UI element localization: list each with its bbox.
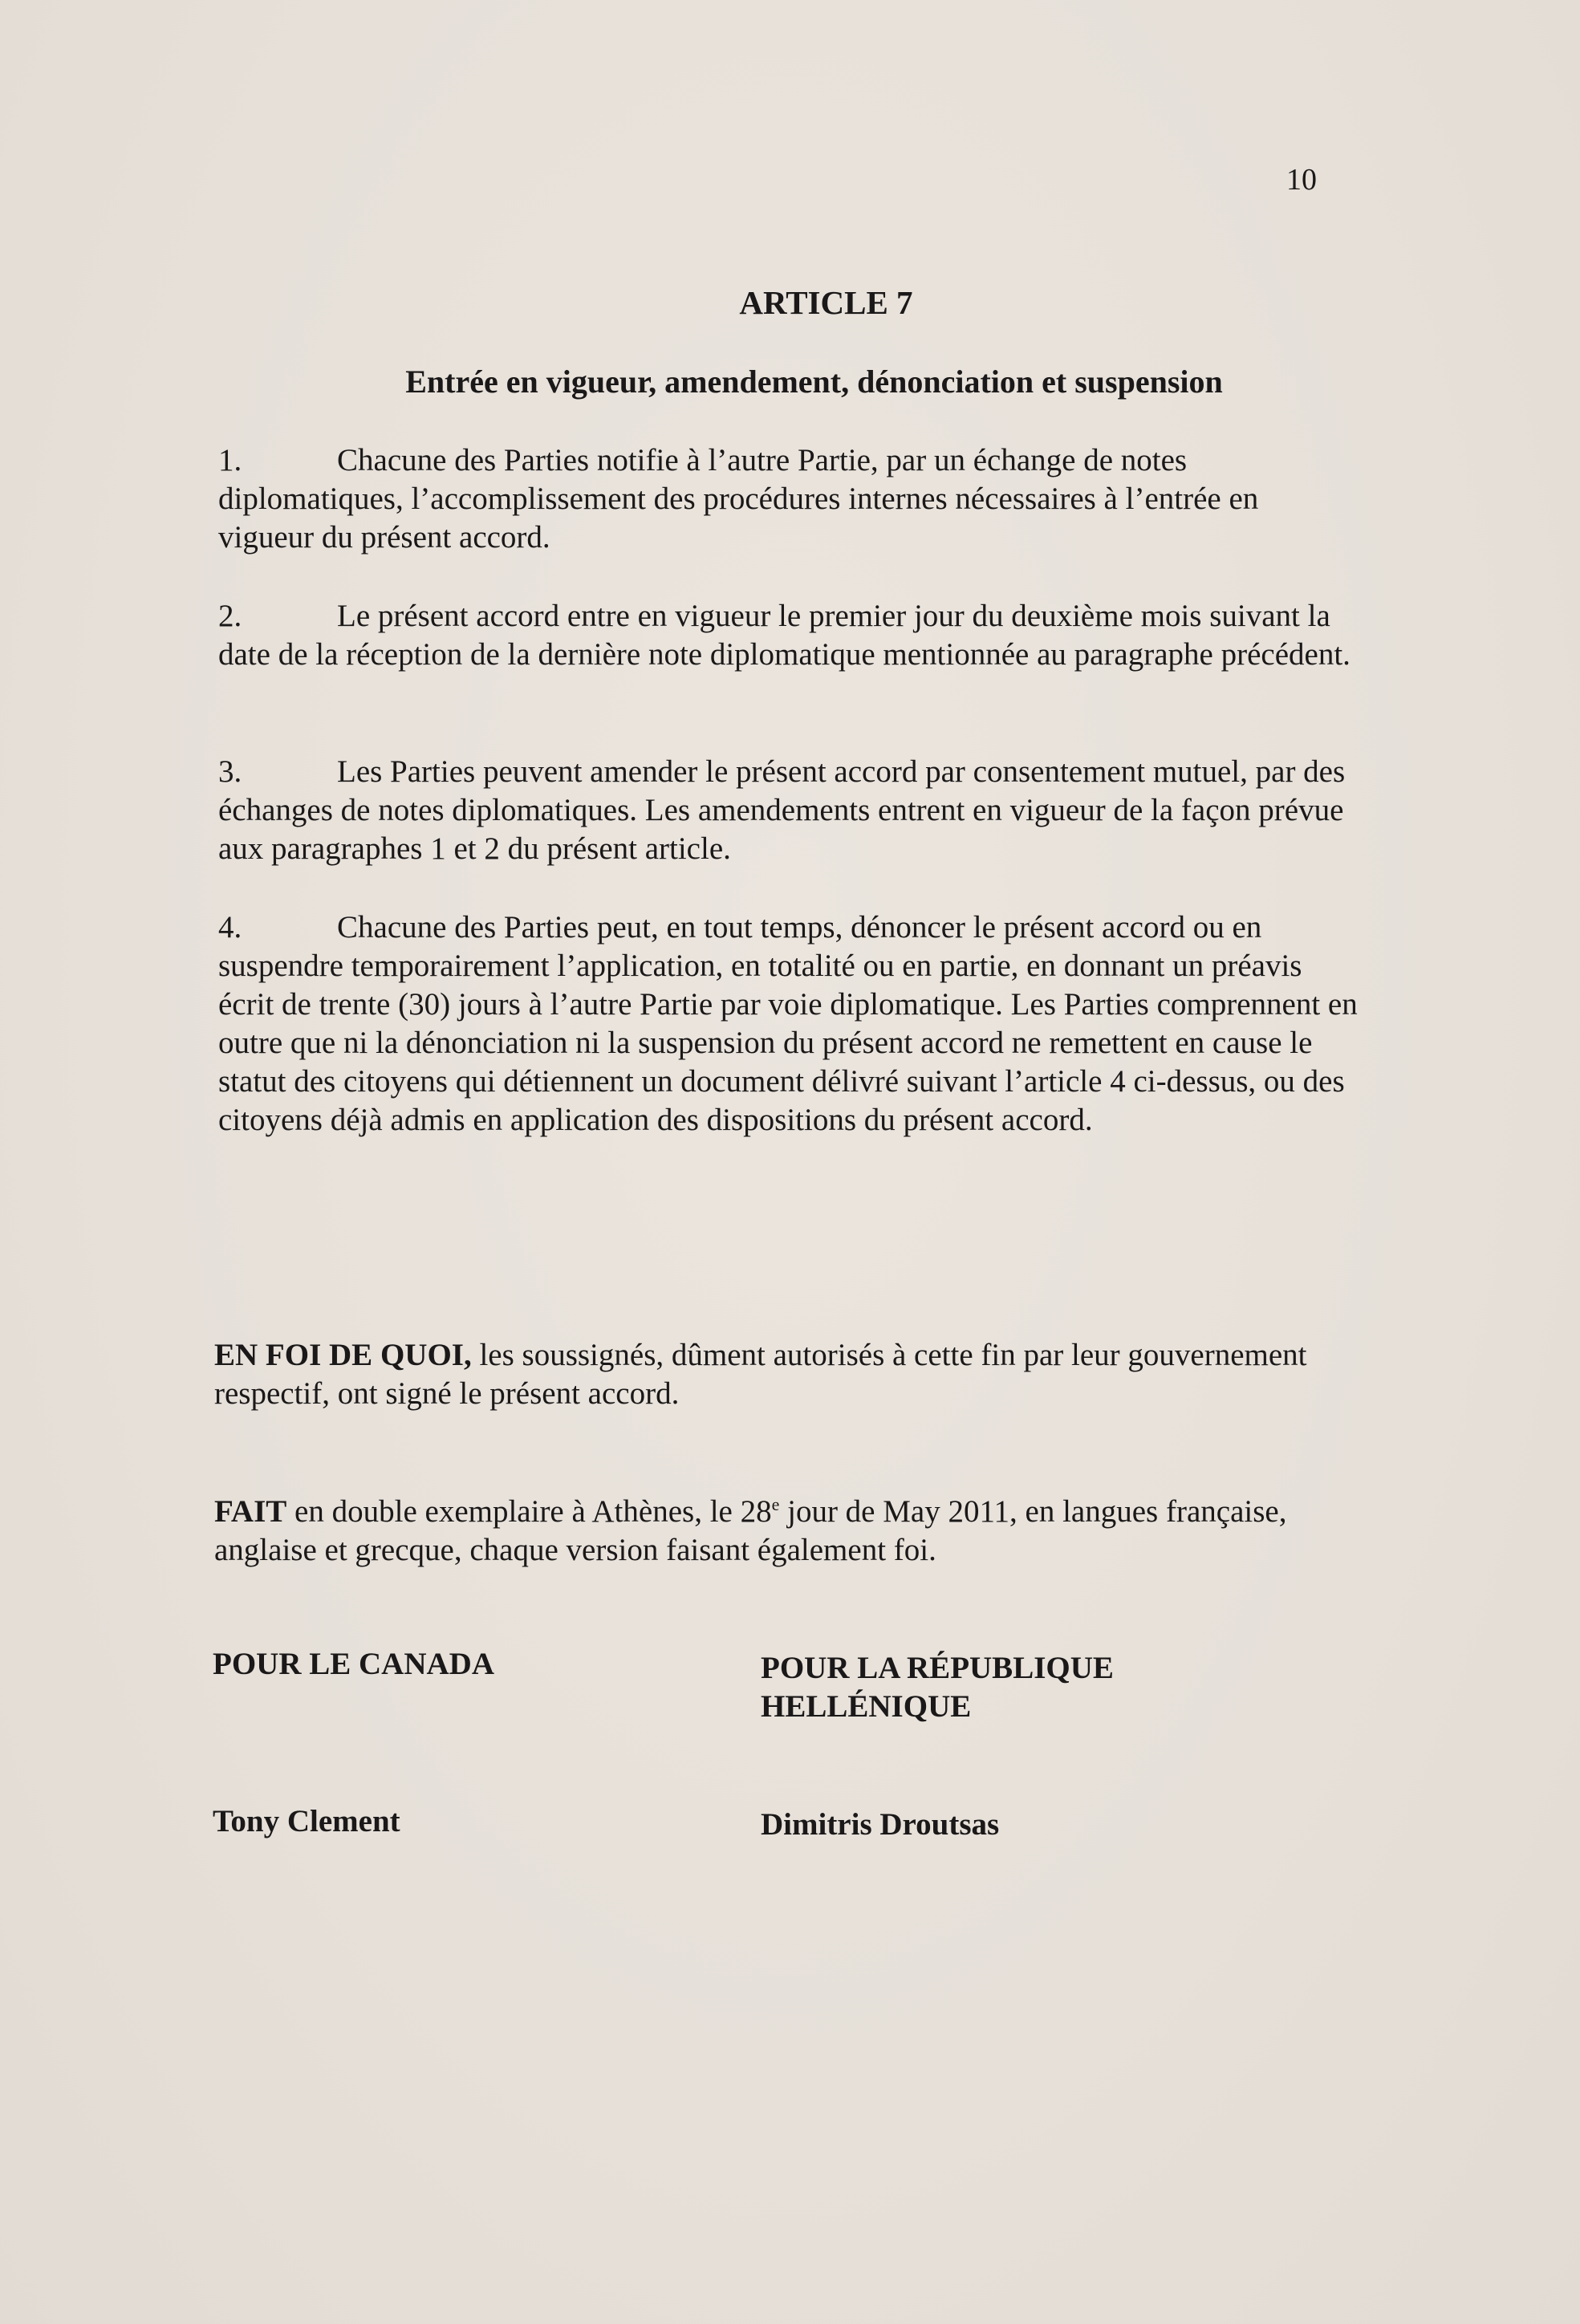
- article-subtitle: Entrée en vigueur, amendement, dénonciation et suspension: [405, 364, 1223, 400]
- page-number: 10: [1286, 163, 1317, 197]
- paragraph-number: 3.: [218, 754, 242, 789]
- signer-name-greece: Dimitris Droutsas: [761, 1807, 1000, 1842]
- paragraph-number: 1.: [218, 443, 242, 477]
- paragraph-number: 2.: [218, 599, 242, 633]
- signatory-heading-greece: [761, 1649, 1210, 1726]
- paragraph-text: Chacune des Parties peut, en tout temps, dénoncer le présent accord ou en suspendre temporairement l’application, en totalité ou en partie, en donnant un préavis écrit de trente (30) jours à l’autre Partie par voie diplomatique. Les Parties comprennent en outre que ni la dénonciation ni la suspension du présent accord ne remettent en cause le statut des citoyens qui détiennent un document délivré suivant l’article 4 ci-dessus, ou des citoyens déjà admis en application des dispositions du présent accord.: [218, 910, 1358, 1137]
- signer-name-canada: Tony Clement: [213, 1804, 400, 1838]
- paragraph-text: Les Parties peuvent amender le présent accord par consentement mutuel, par des échanges de notes diplomatiques. Les amendements entrent en vigueur de la façon prévue aux paragraphes 1 et 2 du présent article.: [218, 754, 1346, 866]
- signatory-heading-line: HELLÉNIQUE: [761, 1689, 972, 1724]
- done-clause: [214, 1493, 1354, 1570]
- done-text-after: jour de May 2011, en langues française, anglaise et grecque, chaque version faisant également foi.: [214, 1494, 1287, 1567]
- witness-clause: [214, 1336, 1338, 1413]
- day-superscript: e: [771, 1494, 780, 1514]
- signatory-heading-canada: POUR LE CANADA: [213, 1647, 494, 1681]
- paragraph-text: Le présent accord entre en vigueur le premier jour du deuxième mois suivant la date de la réception de la dernière note diplomatique mentionnée au paragraphe précédent.: [218, 599, 1351, 672]
- done-text-before: en double exemplaire à Athènes, le 28: [286, 1494, 772, 1529]
- article-title: ARTICLE 7: [739, 284, 913, 321]
- paragraph-number: 4.: [218, 910, 242, 945]
- done-lead: FAIT: [214, 1494, 287, 1529]
- paragraph-text: Chacune des Parties notifie à l’autre Partie, par un échange de notes diplomatiques, l’accomplissement des procédures internes nécessaires à l’entrée en vigueur du présent accord.: [218, 443, 1259, 555]
- witness-lead: EN FOI DE QUOI,: [214, 1338, 472, 1372]
- paragraph-1: [218, 441, 1358, 557]
- signatory-heading-line: POUR LA RÉPUBLIQUE: [761, 1651, 1114, 1685]
- witness-text: les soussignés, dûment autorisés à cette fin par leur gouvernement respectif, ont signé le présent accord.: [214, 1338, 1307, 1411]
- paragraph-3: [218, 753, 1358, 868]
- paragraph-4: [218, 908, 1358, 1140]
- paragraph-2: [218, 597, 1358, 674]
